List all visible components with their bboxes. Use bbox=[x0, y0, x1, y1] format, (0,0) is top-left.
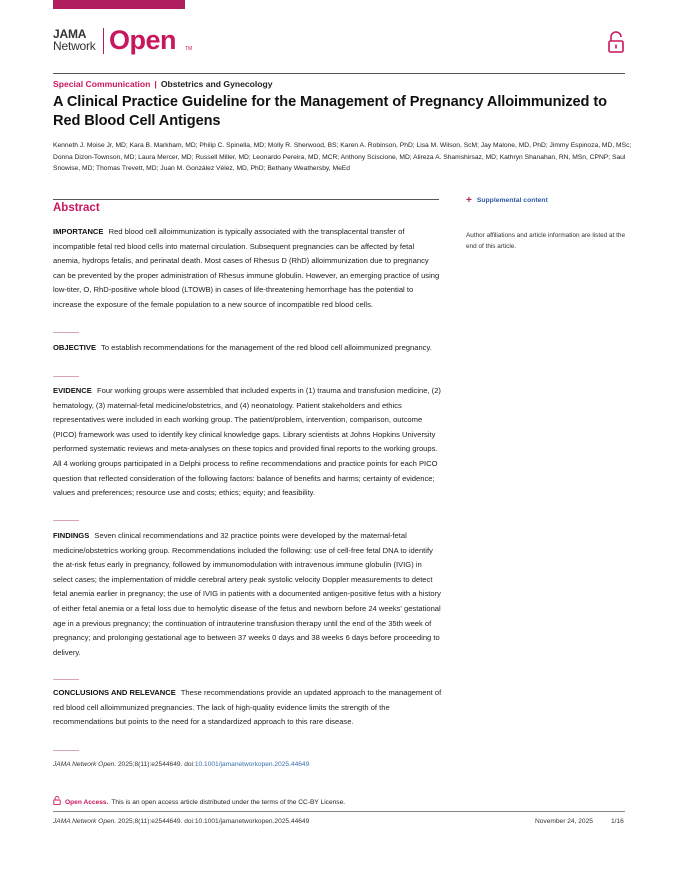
plus-icon: + bbox=[466, 195, 472, 206]
evidence-text: Four working groups were assembled that included experts in (1) trauma and transfusion medicine, (2) hematology, (3) maternal-fetal medicine/obstetrics, and (4) neonatology. Patient stakeholders and ethics representatives were included in each working group. The patient/problem, intervention, comparison, outcome (PICO) framework was used to identify key clinical knowledge gaps. Library scientists at Johns Hopkins University performed systematic reviews and meta-analyses on these topics and provided final reports to the working groups. All 4 working groups participated in a Delphi process to refine recommendations and practice points for each PICO question that reflected consideration of the following factors: balance of benefits and harms; certainty of evidence; values and preferences; resource use and costs; ethics; equity; and feasibility. bbox=[53, 386, 441, 498]
open-access-lock-icon bbox=[53, 796, 61, 805]
abstract-rule bbox=[53, 199, 439, 200]
supplemental-content-link[interactable] bbox=[466, 196, 548, 206]
importance-label: IMPORTANCE bbox=[53, 227, 104, 236]
findings-text: Seven clinical recommendations and 32 practice points were developed by the maternal-fetal medicine/obstetrics working group. Recommendations included the following: use of cell-free fetal DNA to identify the at-risk fetus early in pregnancy, followed by immunomodulation with intravenous immune globulin (IVIG) in select cases; the implementation of middle cerebral artery peak systolic velocity Doppler measurements to detect fetal anemia earlier in pregnancy; the use of IVIG in patients with a documented antigen-positive fetus with a history of either fetal anemia or a fetal loss due to hemolytic disease of the fetus and newborn before 24 weeks' gestational age in a previous pregnancy; the continuation of intrauterine transfusion therapy until the end of the 35th week of pregnancy; and prolonging gestational age to between 37 weeks 0 days and 38 weeks 6 days before proceeding to delivery. bbox=[53, 531, 441, 657]
objective-label: OBJECTIVE bbox=[53, 343, 97, 352]
objective-section bbox=[53, 341, 443, 356]
article-citation bbox=[53, 760, 309, 770]
category-separator: | bbox=[154, 79, 157, 89]
findings-section bbox=[53, 529, 443, 660]
open-access-text: This is an open access article distributed under the terms of the CC-BY License. bbox=[111, 799, 346, 806]
citation-details: 2025;8(11):e2544649. doi: bbox=[116, 761, 195, 768]
logo-trademark: TM bbox=[185, 46, 193, 52]
logo-network-text: Network bbox=[53, 39, 96, 53]
logo-jama-text: JAMA bbox=[53, 27, 87, 41]
article-category bbox=[53, 79, 273, 90]
importance-text: Red blood cell alloimmunization is typically associated with the transplacental transfer of incompatible fetal red blood cells into maternal circulation. Subsequent pregnancies can be affected by fetal anemia, hydrops fetalis, and perinatal death. Most cases of Rhesus D (RhD) alloimmunization due to pregnancy can be prevented by the proper administration of Rhesus immune globulin. However, an emerging practice of using low-titer, O, RhD-positive whole blood (LTOWB) in cases of life-threatening hemorrhage has the potential to increase the exposure of the female population to a new source of incompatible red blood cells. bbox=[53, 227, 440, 309]
open-lock-icon[interactable] bbox=[607, 31, 625, 53]
evidence-label: EVIDENCE bbox=[53, 386, 92, 395]
footer-date: November 24, 2025 bbox=[535, 818, 593, 825]
footer-rule bbox=[53, 811, 625, 812]
importance-section bbox=[53, 225, 443, 313]
footer-citation bbox=[53, 817, 309, 827]
objective-text: To establish recommendations for the management of the red blood cell alloimmunized pregnancy. bbox=[101, 343, 432, 352]
conclusions-label: CONCLUSIONS AND RELEVANCE bbox=[53, 688, 176, 697]
abstract-heading: Abstract bbox=[53, 202, 100, 214]
section-separator bbox=[53, 376, 79, 377]
category-label[interactable]: Special Communication bbox=[53, 79, 151, 89]
footer-journal: JAMA Network Open. bbox=[53, 818, 117, 825]
conclusions-section bbox=[53, 686, 443, 730]
open-access-label: Open Access. bbox=[65, 799, 109, 806]
logo-divider bbox=[103, 28, 104, 54]
article-title: A Clinical Practice Guideline for the Management of Pregnancy Alloimmunized to Red Blood Cell Antigens bbox=[53, 94, 607, 129]
header-rule bbox=[53, 73, 625, 74]
doi-link[interactable]: 10.1001/jamanetworkopen.2025.44649 bbox=[194, 761, 310, 768]
footer-details: 2025;8(11):e2544649. doi:10.1001/jamanetworkopen.2025.44649 bbox=[116, 818, 310, 825]
author-list: Kenneth J. Moise Jr, MD; Kara B. Markham, MD; Philip C. Spinella, MD; Molly R. Sherwood, BS; Karen A. Robinson, PhD; Lisa M. Wilson, ScM; Jay Malone, MD, PhD; Jimmy Espinoza, MD, MSc; Donna Dizon-Townson, MD; Laura Mercer, MD; Russell Miller, MD; Leonardo Pereira, MD, MCR; Anthony Sciscione, MD; Alireza A. Shamshirsaz, MD; Kathryn Shanahan, RN, MSn, CPNP; Saul Snowise, MD; Thomas Trevett, MD; Juan M. González Vélez, MD, PhD; Bethany Weathersby, MeEd bbox=[53, 142, 632, 172]
affiliations-note: Author affiliations and article information are listed at the end of this article. bbox=[466, 232, 626, 250]
page-number: 1/16 bbox=[611, 818, 624, 825]
section-separator bbox=[53, 332, 79, 333]
citation-journal: JAMA Network Open. bbox=[53, 761, 117, 768]
section-separator bbox=[53, 750, 79, 751]
supplemental-content-label: Supplemental content bbox=[476, 197, 548, 204]
logo-open-text: Open bbox=[109, 25, 177, 55]
findings-label: FINDINGS bbox=[53, 531, 90, 540]
conclusions-text: These recommendations provide an updated approach to the management of red blood cell alloimmunized pregnancies. The lack of high-quality evidence limits the strength of the recommendations but points to the need for a standardized approach to this rare disease. bbox=[53, 688, 442, 727]
section-separator bbox=[53, 679, 79, 680]
evidence-section bbox=[53, 384, 443, 501]
top-accent-bar bbox=[53, 0, 185, 9]
subcategory-label[interactable]: Obstetrics and Gynecology bbox=[160, 79, 273, 89]
open-access-notice bbox=[53, 796, 345, 808]
section-separator bbox=[53, 520, 79, 521]
